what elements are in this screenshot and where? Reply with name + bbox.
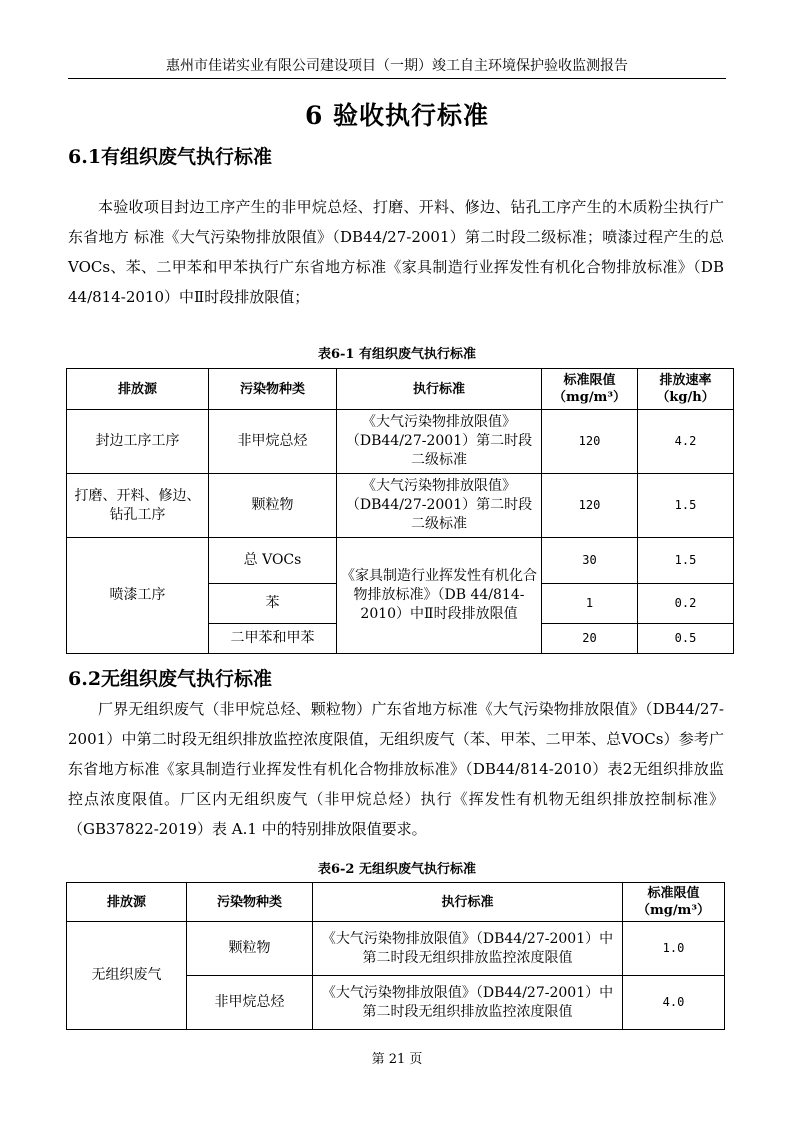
table2-fugitive-emissions	[66, 882, 725, 1030]
table1-organized-emissions	[66, 368, 734, 654]
table-row	[67, 410, 734, 474]
cell-pollutant: 二甲苯和甲苯	[209, 624, 337, 654]
cell-standard: 《大气污染物排放限值》（DB44/27-2001）第二时段二级标准	[337, 410, 542, 474]
table1-caption: 表6-1 有组织废气执行标准	[317, 347, 476, 362]
header-source: 排放源	[67, 883, 187, 922]
cell-source: 打磨、开料、修边、钻孔工序	[67, 474, 209, 538]
cell-source: 喷漆工序	[67, 538, 209, 654]
header-limit	[542, 369, 638, 410]
cell-pollutant: 非甲烷总烃	[187, 976, 313, 1030]
cell-pollutant: 非甲烷总烃	[209, 410, 337, 474]
cell-standard: 《大气污染物排放限值》（DB44/27-2001）中第二时段无组织排放监控浓度限值	[313, 922, 623, 976]
paragraph-text: 本验收项目封边工序产生的非甲烷总烃、打磨、开料、修边、钻孔工序产生的木质粉尘执行广东省地方 标准《大气污染物排放限值》（DB44/27-2001）第二时段二级标准；喷漆过程产生的总 VOCs、苯、二甲苯和甲苯执行广东省地方标准《家具制造行业挥发性有机化合物排放标准》（DB 44/814-2010）中Ⅱ时段排放限值；	[68, 198, 724, 306]
cell-rate: 1.5	[638, 538, 734, 584]
cell-standard: 《大气污染物排放限值》（DB44/27-2001）第二时段二级标准	[337, 474, 542, 538]
header-pollutant: 污染物种类	[187, 883, 313, 922]
cell-pollutant: 颗粒物	[187, 922, 313, 976]
section-title-6-1: 6.1有组织废气执行标准	[68, 146, 273, 168]
header-limit-unit: （mg/m³）	[636, 903, 711, 918]
cell-pollutant: 颗粒物	[209, 474, 337, 538]
section-6-2-paragraph	[68, 694, 724, 844]
cell-limit: 120	[542, 410, 638, 474]
header-limit-unit: （mg/m³）	[552, 390, 627, 405]
header-rate	[638, 369, 734, 410]
cell-pollutant: 总 VOCs	[209, 538, 337, 584]
header-pollutant: 污染物种类	[209, 369, 337, 410]
cell-standard: 《大气污染物排放限值》（DB44/27-2001）中第二时段无组织排放监控浓度限值	[313, 976, 623, 1030]
paragraph-text: 厂界无组织废气（非甲烷总烃、颗粒物）广东省地方标准《大气污染物排放限值》（DB44/27-2001）中第二时段无组织排放监控浓度限值，无组织废气（苯、甲苯、二甲苯、总VOCs）参考广东省地方标准《家具制造行业挥发性有机化合物排放标准》（DB44/814-2010）表2无组织排放监控点浓度限值。厂区内无组织废气（非甲烷总烃）执行《挥发性有机物无组织排放控制标准》（GB37822-2019）表 A.1 中的特别排放限值要求。	[68, 700, 724, 838]
table-row	[67, 474, 734, 538]
table1-header-row	[67, 369, 734, 410]
section-title-6-2: 6.2无组织废气执行标准	[68, 668, 273, 690]
cell-standard: 《家具制造行业挥发性有机化合物排放标准》（DB 44/814-2010）中Ⅱ时段排放限值	[337, 538, 542, 654]
header-rate-unit: （kg/h）	[656, 390, 715, 405]
cell-pollutant: 苯	[209, 584, 337, 624]
cell-rate: 0.5	[638, 624, 734, 654]
cell-rate: 0.2	[638, 584, 734, 624]
header-standard: 执行标准	[337, 369, 542, 410]
header-limit-label: 标准限值	[647, 886, 700, 901]
header-standard: 执行标准	[313, 883, 623, 922]
section-6-1-paragraph	[68, 192, 724, 312]
cell-limit: 30	[542, 538, 638, 584]
cell-limit: 20	[542, 624, 638, 654]
table2-caption: 表6-2 无组织废气执行标准	[317, 862, 476, 877]
table-row	[67, 538, 734, 584]
page-number: 第 21 页	[371, 1052, 423, 1067]
cell-limit: 120	[542, 474, 638, 538]
cell-limit: 1.0	[623, 922, 725, 976]
cell-limit: 4.0	[623, 976, 725, 1030]
cell-source: 封边工序工序	[67, 410, 209, 474]
cell-rate: 1.5	[638, 474, 734, 538]
page-header: 惠州市佳诺实业有限公司建设项目（一期）竣工自主环境保护验收监测报告	[166, 58, 628, 74]
header-limit	[623, 883, 725, 922]
cell-rate: 4.2	[638, 410, 734, 474]
cell-limit: 1	[542, 584, 638, 624]
header-rate-label: 排放速率	[659, 373, 712, 388]
chapter-title: 6 验收执行标准	[304, 101, 490, 130]
header-source: 排放源	[67, 369, 209, 410]
table2-header-row	[67, 883, 725, 922]
table-row	[67, 922, 725, 976]
header-limit-label: 标准限值	[563, 373, 616, 388]
header-rule	[68, 78, 726, 79]
cell-source: 无组织废气	[67, 922, 187, 1030]
